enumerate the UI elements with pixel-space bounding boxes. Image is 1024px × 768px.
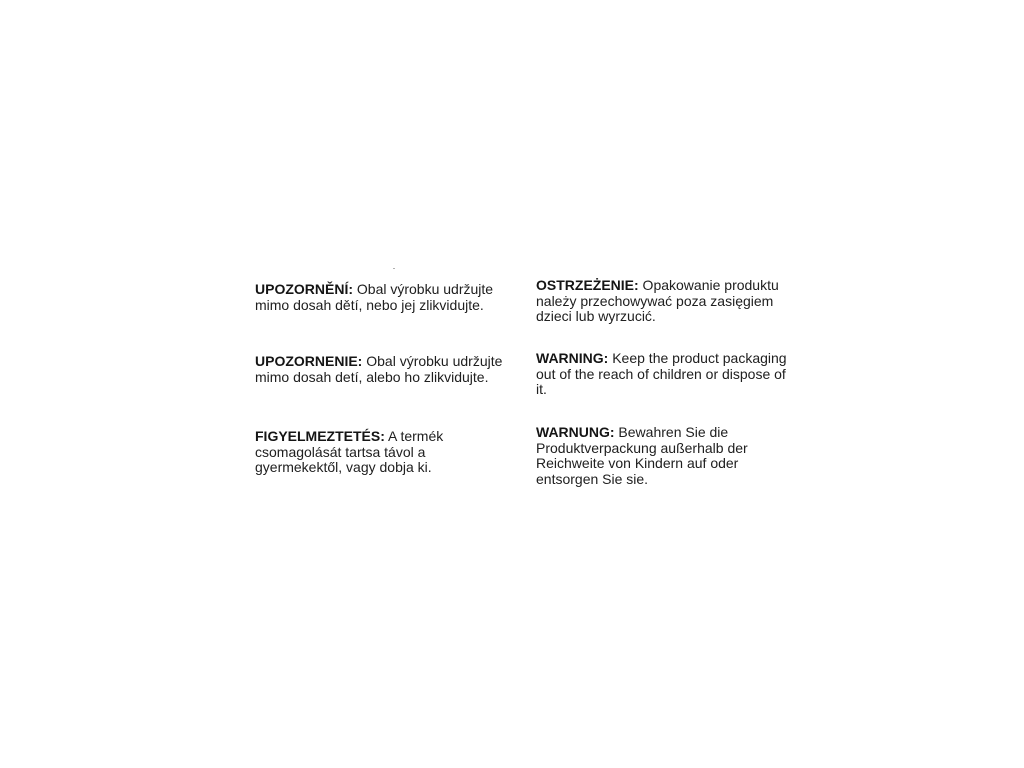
print-speck: [393, 268, 395, 269]
warning-polish: [536, 278, 796, 325]
warning-german-label: WARNUNG:: [536, 424, 615, 440]
warning-english-label: WARNING:: [536, 350, 609, 366]
warning-german-text: Bewahren Sie die Produktverpackung außerhalb der Reichweite von Kindern auf oder entsorgen Sie sie.: [536, 424, 748, 487]
warning-czech: [255, 282, 520, 313]
warning-czech-label: UPOZORNĚNÍ:: [255, 281, 353, 297]
warning-slovak-label: UPOZORNENIE:: [255, 353, 363, 369]
warning-hungarian-label: FIGYELMEZTETÉS:: [255, 428, 385, 444]
warning-czech-text: Obal výrobku udržujte mimo dosah dětí, nebo jej zlikvidujte.: [255, 281, 494, 313]
warning-slovak: [255, 354, 520, 385]
warning-slovak-text: Obal výrobku udržujte mimo dosah detí, alebo ho zlikvidujte.: [255, 353, 503, 385]
warning-polish-label: OSTRZEŻENIE:: [536, 277, 639, 293]
warning-hungarian-text: A termék csomagolását tartsa távol a gyermekektől, vagy dobja ki.: [255, 428, 444, 475]
warning-german: [536, 425, 776, 487]
warning-polish-text: Opakowanie produktu należy przechowywać poza zasięgiem dzieci lub wyrzucić.: [536, 277, 779, 324]
warning-english: [536, 351, 796, 398]
warning-hungarian: [255, 429, 475, 476]
warning-english-text: Keep the product packaging out of the reach of children or dispose of it.: [536, 350, 787, 397]
